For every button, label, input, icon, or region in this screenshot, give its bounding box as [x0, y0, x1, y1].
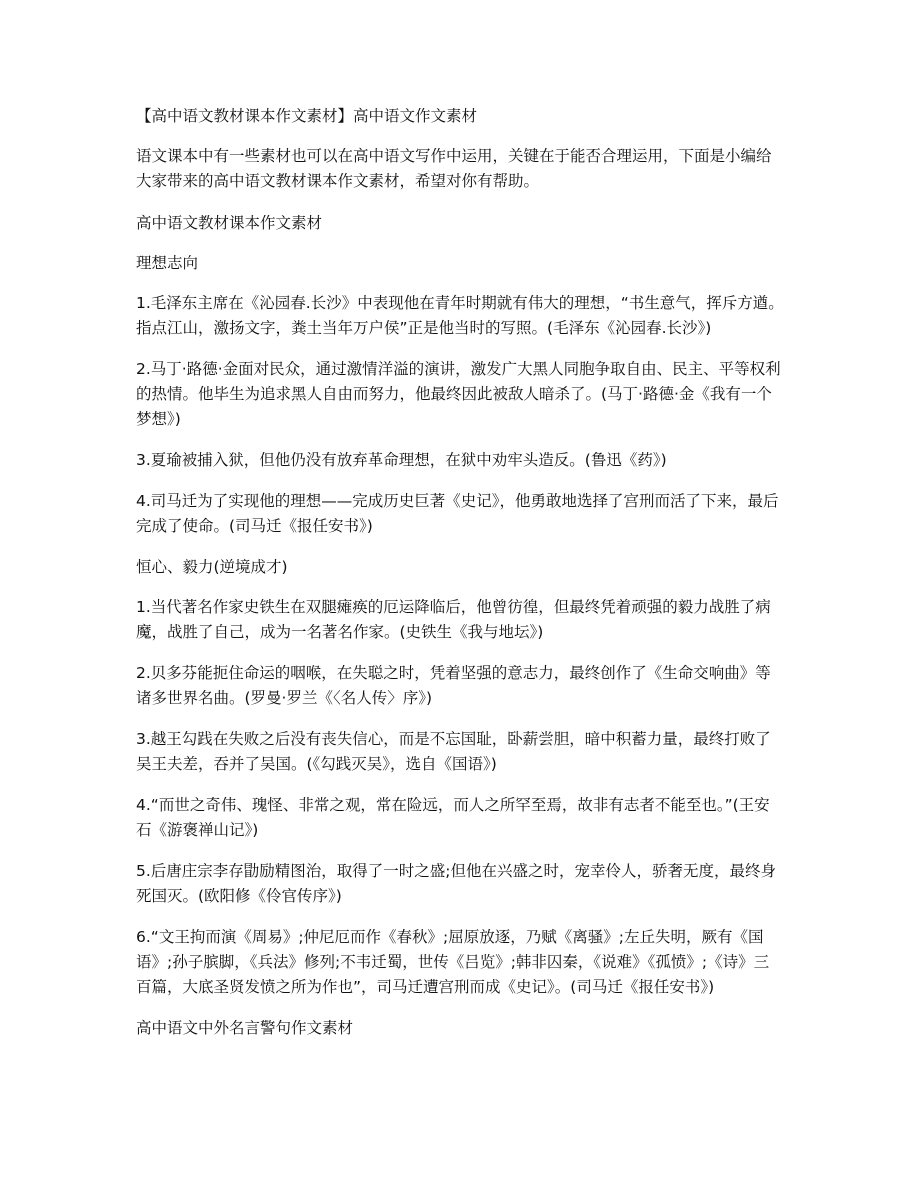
list-item: 2.马丁·路德·金面对民众，通过激情洋溢的演讲，激发广大黑人同胞争取自由、民主、平等权利的热情。他毕生为追求黑人自由而努力，他最终因此被敌人暗杀了。(马丁·路德·金《我有一个梦想》)	[136, 360, 781, 428]
section-title: 高中语文教材课本作文素材	[136, 214, 323, 232]
list-item: 3.越王勾践在失败之后没有丧失信心，而是不忘国耻，卧薪尝胆，暗中积蓄力量，最终打败了吴王夫差，吞并了吴国。(《勾践灭吴》，选自《国语》)	[136, 730, 771, 773]
list-item: 3.夏瑜被捕入狱，但他仍没有放弃革命理想，在狱中劝牢头造反。(鲁迅《药》)	[136, 451, 667, 469]
list-item: 1.当代著名作家史铁生在双腿瘫痪的厄运降临后，他曾彷徨，但最终凭着顽强的毅力战胜了病魔，战胜了自己，成为一名著名作家。(史铁生《我与地坛》)	[136, 598, 771, 641]
subsection-heading-perseverance: 恒心、毅力(逆境成才)	[136, 558, 288, 576]
document-title: 【高中语文教材课本作文素材】高中语文作文素材	[136, 107, 478, 125]
document-body	[136, 104, 784, 1056]
list-item: 2.贝多芬能扼住命运的咽喉，在失聪之时，凭着坚强的意志力，最终创作了《生命交响曲》等诸多世界名曲。(罗曼·罗兰《〈名人传〉序》)	[136, 664, 771, 707]
list-item: 4.司马迁为了实现他的理想——完成历史巨著《史记》，他勇敢地选择了宫刑而活了下来，最后完成了使命。(司马迁《报任安书》)	[136, 492, 779, 535]
list-item: 4.“而世之奇伟、瑰怪、非常之观，常在险远，而人之所罕至焉，故非有志者不能至也。”(王安石《游褒禅山记》)	[136, 796, 770, 839]
intro-paragraph: 语文课本中有一些素材也可以在高中语文写作中运用，关键在于能否合理运用，下面是小编给大家带来的高中语文教材课本作文素材，希望对你有帮助。	[136, 147, 772, 190]
list-item: 6.“文王拘而演《周易》;仲尼厄而作《春秋》;屈原放逐，乃赋《离骚》;左丘失明，厥有《国语》;孙子膑脚，《兵法》修列;不韦迁蜀，世传《吕览》;韩非囚秦，《说难》《孤愤》;《诗》三百篇，大底圣贤发愤之所为作也”，司马迁遭宫刑而成《史记》。(司马迁《报任安书》)	[136, 928, 770, 996]
list-item: 5.后唐庄宗李存勖励精图治，取得了一时之盛;但他在兴盛之时，宠幸伶人，骄奢无度，最终身死国灭。(欧阳修《伶官传序》)	[136, 862, 777, 905]
closing-heading: 高中语文中外名言警句作文素材	[136, 1019, 354, 1037]
subsection-heading-ideals: 理想志向	[136, 254, 199, 272]
list-item: 1.毛泽东主席在《沁园春.长沙》中表现他在青年时期就有伟大的理想，“书生意气，挥斥方遒。指点江山，激扬文字，粪土当年万户侯”正是他当时的写照。(毛泽东《沁园春.长沙》)	[136, 294, 784, 337]
